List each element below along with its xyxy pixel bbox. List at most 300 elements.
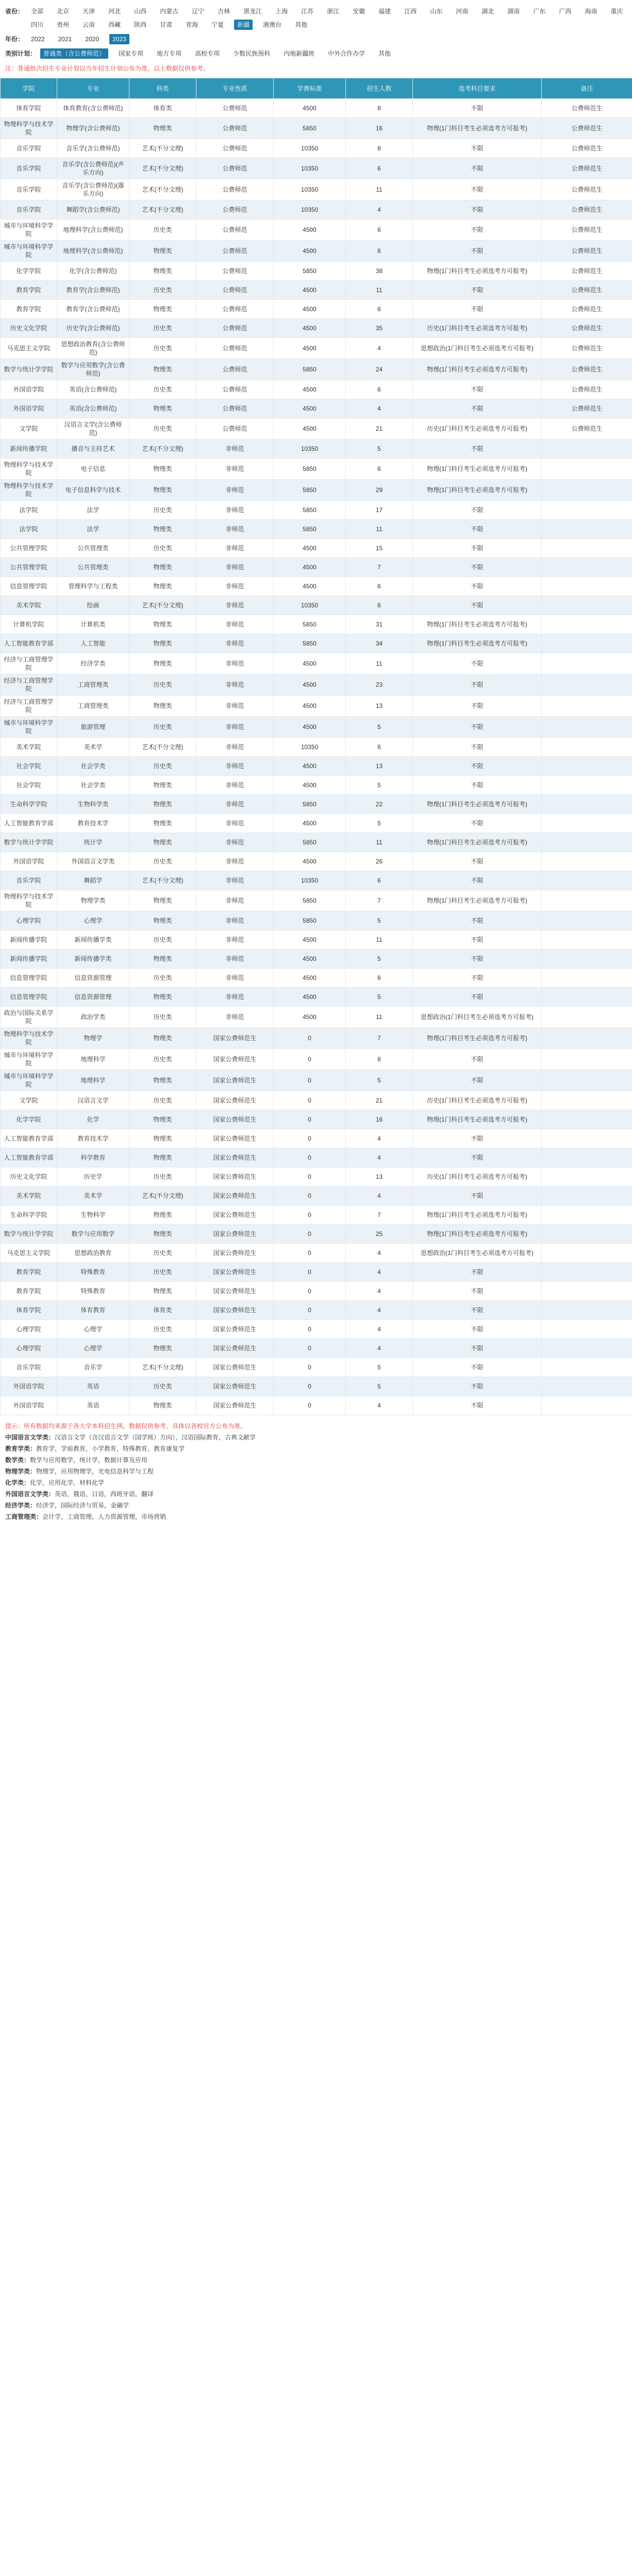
- table-cell: 6: [346, 969, 413, 988]
- table-body: [1, 99, 632, 1415]
- note-label: 物理学类：: [5, 1468, 37, 1475]
- table-cell: 城市与环境科学学院: [1, 219, 57, 241]
- plan-option[interactable]: 普通类（含公费师范）: [40, 48, 108, 59]
- table-cell: 城市与环境科学学院: [1, 241, 57, 262]
- table-cell: 6: [346, 738, 413, 757]
- table-cell: 5850: [274, 833, 346, 852]
- table-row: [1, 520, 632, 539]
- year-options: [28, 34, 129, 44]
- province-option[interactable]: 江西: [404, 8, 417, 15]
- table-cell: 35: [346, 319, 413, 338]
- province-option[interactable]: 广西: [559, 8, 572, 15]
- table-cell: 公费师范生: [542, 380, 632, 399]
- table-row: [1, 359, 632, 380]
- table-cell: 公费师范: [196, 219, 274, 241]
- year-option[interactable]: 2023: [109, 34, 129, 44]
- table-cell: 体育类: [129, 1301, 196, 1320]
- table-cell: 数学与统计学学院: [1, 833, 57, 852]
- table-cell: 历史类: [129, 930, 196, 950]
- table-cell: 社会学院: [1, 757, 57, 776]
- table-cell: [542, 795, 632, 814]
- table-cell: 历史(1门科目考生必须选考方可报考): [413, 319, 542, 338]
- plan-option[interactable]: 少数民族预科: [233, 50, 271, 57]
- table-cell: 不限: [413, 814, 542, 833]
- table-cell: 物理类: [129, 814, 196, 833]
- table-row: [1, 696, 632, 717]
- table-cell: 信息资源管理: [57, 988, 129, 1007]
- province-option[interactable]: 浙江: [327, 8, 340, 15]
- table-cell: [542, 1091, 632, 1110]
- table-cell: 5850: [274, 911, 346, 930]
- table-cell: 不限: [413, 539, 542, 558]
- province-option[interactable]: 贵州: [57, 21, 70, 28]
- table-cell: 不限: [413, 1282, 542, 1301]
- province-option[interactable]: 湖北: [481, 8, 494, 15]
- table-row: [1, 1263, 632, 1282]
- table-cell: 历史类: [129, 219, 196, 241]
- table-cell: 艺术(不分文理): [129, 439, 196, 459]
- province-option[interactable]: 湖南: [507, 8, 520, 15]
- table-cell: 物理类: [129, 520, 196, 539]
- table-cell: 法学: [57, 501, 129, 520]
- table-cell: 8: [346, 139, 413, 158]
- table-cell: 13: [346, 1167, 413, 1187]
- table-row: [1, 1187, 632, 1206]
- table-cell: 不限: [413, 1358, 542, 1377]
- table-cell: 4500: [274, 653, 346, 674]
- table-cell: [542, 911, 632, 930]
- table-row: [1, 1070, 632, 1091]
- table-cell: 物理类: [129, 696, 196, 717]
- table-cell: 法学院: [1, 520, 57, 539]
- table-row: [1, 539, 632, 558]
- table-cell: 5850: [274, 459, 346, 480]
- table-cell: 5: [346, 1377, 413, 1396]
- table-cell: 不限: [413, 1049, 542, 1070]
- table-cell: 人工智能教育学部: [1, 1148, 57, 1167]
- table-cell: 0: [274, 1187, 346, 1206]
- table-cell: 马克思主义学院: [1, 1244, 57, 1263]
- plan-option[interactable]: 内地新疆班: [284, 50, 315, 57]
- table-cell: 物理类: [129, 911, 196, 930]
- province-option[interactable]: 重庆: [610, 8, 623, 15]
- table-cell: 艺术(不分文理): [129, 200, 196, 219]
- table-cell: 不限: [413, 520, 542, 539]
- table-cell: [542, 890, 632, 911]
- table-cell: 历史类: [129, 1167, 196, 1187]
- table-cell: 历史类: [129, 757, 196, 776]
- table-cell: 7: [346, 890, 413, 911]
- table-cell: 0: [274, 1167, 346, 1187]
- table-cell: 不限: [413, 558, 542, 577]
- note-text: 化学，应用化学，材料化学: [30, 1479, 105, 1486]
- table-cell: 不限: [413, 1129, 542, 1148]
- year-filter-label: 年份：: [5, 36, 24, 43]
- table-cell: 不限: [413, 501, 542, 520]
- table-cell: 国家公费师范生: [196, 1091, 274, 1110]
- table-cell: 0: [274, 1358, 346, 1377]
- table-cell: [542, 969, 632, 988]
- table-cell: 5850: [274, 615, 346, 634]
- table-cell: 0: [274, 1320, 346, 1339]
- table-cell: 政治与国际关系学院: [1, 1007, 57, 1028]
- table-row: [1, 439, 632, 459]
- table-cell: 教育学(含公费师范): [57, 281, 129, 300]
- table-cell: 城市与环境科学学院: [1, 1070, 57, 1091]
- table-cell: 教育学院: [1, 281, 57, 300]
- table-cell: 公费师范生: [542, 262, 632, 281]
- table-cell: [542, 833, 632, 852]
- table-cell: 文学院: [1, 1091, 57, 1110]
- table-cell: 不限: [413, 1187, 542, 1206]
- province-option[interactable]: 河北: [108, 8, 121, 15]
- table-row: [1, 480, 632, 501]
- plan-option[interactable]: 高校专项: [195, 50, 220, 57]
- table-cell: 信息管理学院: [1, 988, 57, 1007]
- province-option[interactable]: 安徽: [353, 8, 365, 15]
- table-cell: 绘画: [57, 596, 129, 615]
- note-label: 外国语言文学类：: [5, 1490, 55, 1498]
- table-cell: 物理类: [129, 1339, 196, 1358]
- province-option[interactable]: 青海: [186, 21, 198, 28]
- table-cell: 公费师范: [196, 359, 274, 380]
- table-cell: 历史类: [129, 539, 196, 558]
- table-cell: 4500: [274, 380, 346, 399]
- table-cell: 数学与统计学学院: [1, 359, 57, 380]
- province-option[interactable]: 江苏: [301, 8, 314, 15]
- table-cell: [542, 520, 632, 539]
- table-cell: 不限: [413, 674, 542, 696]
- province-option[interactable]: 福建: [378, 8, 391, 15]
- table-cell: 美术学院: [1, 738, 57, 757]
- table-cell: 非师范: [196, 634, 274, 653]
- table-cell: 教育学院: [1, 1282, 57, 1301]
- table-cell: 5850: [274, 359, 346, 380]
- table-cell: 4: [346, 1187, 413, 1206]
- table-cell: 4500: [274, 300, 346, 319]
- table-cell: 数学与应用数学: [57, 1225, 129, 1244]
- table-cell: 工商管理类: [57, 696, 129, 717]
- table-cell: 新闻传播学类: [57, 950, 129, 969]
- table-row: [1, 1358, 632, 1377]
- table-cell: 物理类: [129, 1110, 196, 1129]
- table-cell: 物理学(含公费师范): [57, 118, 129, 139]
- table-cell: 0: [274, 1377, 346, 1396]
- table-cell: 教育学院: [1, 1263, 57, 1282]
- table-cell: 信息管理学院: [1, 969, 57, 988]
- table-cell: 物理(1门科目考生必须选考方可报考): [413, 118, 542, 139]
- table-cell: 不限: [413, 241, 542, 262]
- province-option[interactable]: 陕西: [134, 21, 147, 28]
- table-cell: 11: [346, 653, 413, 674]
- table-cell: 物理科学与技术学院: [1, 480, 57, 501]
- table-cell: 物理(1门科目考生必须选考方可报考): [413, 615, 542, 634]
- table-cell: 4500: [274, 558, 346, 577]
- province-filter-label: 省份：: [5, 8, 24, 15]
- table-row: [1, 179, 632, 200]
- table-cell: 工商管理类: [57, 674, 129, 696]
- table-cell: 管理科学与工程类: [57, 577, 129, 596]
- province-option[interactable]: 甘肃: [160, 21, 173, 28]
- table-cell: 不限: [413, 99, 542, 118]
- table-cell: [542, 480, 632, 501]
- column-header: 学费标准: [274, 78, 346, 99]
- table-cell: 4500: [274, 674, 346, 696]
- table-cell: 21: [346, 1091, 413, 1110]
- table-cell: 4500: [274, 399, 346, 418]
- province-option[interactable]: 黑龙江: [243, 8, 262, 15]
- table-cell: 历史类: [129, 852, 196, 871]
- table-cell: 15: [346, 539, 413, 558]
- table-cell: 5850: [274, 520, 346, 539]
- table-cell: [542, 634, 632, 653]
- province-option[interactable]: 四川: [31, 21, 44, 28]
- note-text: 汉语言文学（含汉语言文学（国学班）方向），汉语国际教育，古典文献学: [55, 1434, 256, 1441]
- table-cell: [542, 950, 632, 969]
- table-row: [1, 653, 632, 674]
- note-label: 数学类：: [5, 1456, 30, 1464]
- table-cell: 新闻传播学院: [1, 439, 57, 459]
- table-cell: 艺术(不分文理): [129, 1187, 196, 1206]
- table-row: [1, 950, 632, 969]
- table-cell: 美术学院: [1, 1187, 57, 1206]
- table-cell: 4500: [274, 969, 346, 988]
- province-option[interactable]: 天津: [82, 8, 95, 15]
- province-option[interactable]: 北京: [57, 8, 70, 15]
- table-row: [1, 1301, 632, 1320]
- table-row: [1, 319, 632, 338]
- table-cell: 英语: [57, 1396, 129, 1415]
- table-cell: 地理科学: [57, 1070, 129, 1091]
- table-cell: 音乐学(含公费师范): [57, 139, 129, 158]
- table-cell: 4: [346, 1282, 413, 1301]
- table-cell: 美术学: [57, 738, 129, 757]
- table-row: [1, 871, 632, 890]
- table-cell: 心理学: [57, 1320, 129, 1339]
- plan-filter-row: [5, 48, 627, 59]
- table-cell: 思想政治(1门科目考生必须选考方可报考): [413, 1007, 542, 1028]
- column-header: 学院: [1, 78, 57, 99]
- table-cell: [542, 814, 632, 833]
- year-option[interactable]: 2021: [58, 36, 72, 43]
- note-text: 教育学，学前教育，小学教育，特殊教育，教育康复学: [36, 1445, 185, 1452]
- table-row: [1, 890, 632, 911]
- table-cell: 不限: [413, 911, 542, 930]
- table-cell: 0: [274, 1091, 346, 1110]
- table-row: [1, 1225, 632, 1244]
- table-cell: 公费师范生: [542, 319, 632, 338]
- table-cell: 5: [346, 1358, 413, 1377]
- table-cell: [542, 539, 632, 558]
- table-cell: 电子信息科学与技术: [57, 480, 129, 501]
- table-cell: [542, 1225, 632, 1244]
- table-cell: 非师范: [196, 950, 274, 969]
- province-option[interactable]: 辽宁: [192, 8, 205, 15]
- table-cell: 物理(1门科目考生必须选考方可报考): [413, 1225, 542, 1244]
- province-option[interactable]: 河南: [456, 8, 469, 15]
- table-row: [1, 795, 632, 814]
- province-option[interactable]: 港澳台: [263, 21, 282, 28]
- table-cell: 教育学院: [1, 300, 57, 319]
- table-cell: 公费师范生: [542, 99, 632, 118]
- table-cell: 特殊教育: [57, 1263, 129, 1282]
- table-cell: 4500: [274, 988, 346, 1007]
- table-cell: 非师范: [196, 596, 274, 615]
- province-option[interactable]: 宁夏: [211, 21, 224, 28]
- province-option[interactable]: 山东: [430, 8, 443, 15]
- table-cell: 人工智能教育学部: [1, 814, 57, 833]
- table-cell: 0: [274, 1070, 346, 1091]
- plan-option[interactable]: 国家专项: [119, 50, 144, 57]
- table-cell: 生物科学类: [57, 795, 129, 814]
- table-cell: 生命科学学院: [1, 795, 57, 814]
- table-cell: 5: [346, 911, 413, 930]
- province-option[interactable]: 海南: [585, 8, 597, 15]
- province-option[interactable]: 广东: [533, 8, 546, 15]
- table-cell: 5850: [274, 118, 346, 139]
- table-row: [1, 1129, 632, 1148]
- table-cell: 物理(1门科目考生必须选考方可报考): [413, 890, 542, 911]
- table-cell: 公费师范: [196, 319, 274, 338]
- table-row: [1, 969, 632, 988]
- table-cell: 英语: [57, 1377, 129, 1396]
- table-cell: 经济与工商管理学院: [1, 696, 57, 717]
- province-option[interactable]: 全部: [31, 8, 44, 15]
- table-cell: 10350: [274, 738, 346, 757]
- table-cell: 5: [346, 814, 413, 833]
- note-text: 英语，俄语，日语，西班牙语，翻译: [55, 1490, 154, 1498]
- plan-option[interactable]: 中外合作办学: [328, 50, 365, 57]
- table-cell: 公费师范: [196, 399, 274, 418]
- table-cell: 历史学(含公费师范): [57, 319, 129, 338]
- province-option[interactable]: 新疆: [234, 20, 253, 30]
- table-cell: 历史类: [129, 418, 196, 439]
- note-line: [5, 1432, 627, 1443]
- note-label: 工商管理类：: [5, 1513, 43, 1520]
- column-header: 科类: [129, 78, 196, 99]
- table-cell: 物理类: [129, 1282, 196, 1301]
- year-option[interactable]: 2020: [85, 36, 99, 43]
- table-cell: 公共管理学院: [1, 558, 57, 577]
- table-cell: 生命科学学院: [1, 1206, 57, 1225]
- column-header: 专业: [57, 78, 129, 99]
- table-cell: 公共管理类: [57, 558, 129, 577]
- table-row: [1, 674, 632, 696]
- province-option[interactable]: 山西: [134, 8, 147, 15]
- table-cell: [542, 653, 632, 674]
- table-cell: 公共管理学院: [1, 539, 57, 558]
- table-row: [1, 577, 632, 596]
- table-cell: 6: [346, 459, 413, 480]
- table-cell: 英语(含公费师范): [57, 399, 129, 418]
- table-cell: 国家公费师范生: [196, 1206, 274, 1225]
- table-cell: 不限: [413, 988, 542, 1007]
- table-cell: 物理(1门科目考生必须选考方可报考): [413, 1206, 542, 1225]
- table-cell: 国家公费师范生: [196, 1129, 274, 1148]
- table-cell: 物理科学与技术学院: [1, 459, 57, 480]
- plan-option[interactable]: 其他: [378, 50, 391, 57]
- table-cell: 物理类: [129, 262, 196, 281]
- table-cell: 美术学院: [1, 596, 57, 615]
- table-cell: 电子信息: [57, 459, 129, 480]
- table-cell: 外国语学院: [1, 380, 57, 399]
- table-cell: 8: [346, 99, 413, 118]
- table-cell: 物理类: [129, 776, 196, 795]
- province-option[interactable]: 云南: [82, 21, 95, 28]
- table-cell: 21: [346, 418, 413, 439]
- table-cell: 历史类: [129, 1263, 196, 1282]
- table-row: [1, 158, 632, 179]
- table-cell: 物理类: [129, 890, 196, 911]
- table-cell: 29: [346, 480, 413, 501]
- table-row: [1, 262, 632, 281]
- table-cell: [542, 930, 632, 950]
- table-cell: 物理类: [129, 950, 196, 969]
- table-cell: 法学: [57, 520, 129, 539]
- table-cell: 国家公费师范生: [196, 1110, 274, 1129]
- table-cell: 不限: [413, 399, 542, 418]
- table-cell: 公费师范: [196, 118, 274, 139]
- province-option[interactable]: 西藏: [108, 21, 121, 28]
- province-option[interactable]: 其他: [295, 21, 308, 28]
- table-cell: 新闻传播学院: [1, 930, 57, 950]
- column-header: 备注: [542, 78, 632, 99]
- table-cell: 城市与环境科学学院: [1, 1049, 57, 1070]
- table-cell: 物理类: [129, 359, 196, 380]
- table-cell: 0: [274, 1225, 346, 1244]
- table-row: [1, 833, 632, 852]
- table-cell: 7: [346, 1206, 413, 1225]
- table-cell: 公费师范生: [542, 158, 632, 179]
- table-cell: 公费师范生: [542, 338, 632, 359]
- table-row: [1, 634, 632, 653]
- table-cell: 社会学院: [1, 776, 57, 795]
- province-option[interactable]: 吉林: [218, 8, 230, 15]
- province-option[interactable]: 内蒙古: [160, 8, 179, 15]
- table-cell: 5850: [274, 501, 346, 520]
- table-cell: 11: [346, 520, 413, 539]
- table-cell: 5: [346, 776, 413, 795]
- table-cell: 不限: [413, 653, 542, 674]
- table-cell: 5850: [274, 262, 346, 281]
- table-cell: 物理类: [129, 1206, 196, 1225]
- table-row: [1, 219, 632, 241]
- table-cell: 非师范: [196, 615, 274, 634]
- table-cell: [542, 696, 632, 717]
- table-cell: 不限: [413, 281, 542, 300]
- table-cell: 22: [346, 795, 413, 814]
- table-row: [1, 1339, 632, 1358]
- table-cell: 物理类: [129, 1225, 196, 1244]
- table-row: [1, 1244, 632, 1263]
- table-cell: 历史文化学院: [1, 1167, 57, 1187]
- table-row: [1, 1206, 632, 1225]
- table-cell: 汉语言文学: [57, 1091, 129, 1110]
- plan-option[interactable]: 地方专项: [157, 50, 182, 57]
- year-option[interactable]: 2022: [31, 36, 45, 43]
- table-cell: 艺术(不分文理): [129, 139, 196, 158]
- table-cell: 不限: [413, 757, 542, 776]
- table-cell: [542, 988, 632, 1007]
- table-cell: 0: [274, 1129, 346, 1148]
- table-cell: 历史类: [129, 319, 196, 338]
- table-cell: 物理学类: [57, 890, 129, 911]
- table-row: [1, 1049, 632, 1070]
- table-cell: 物理类: [129, 1070, 196, 1091]
- table-cell: 0: [274, 1028, 346, 1049]
- table-cell: 国家公费师范生: [196, 1225, 274, 1244]
- province-option[interactable]: 上海: [275, 8, 288, 15]
